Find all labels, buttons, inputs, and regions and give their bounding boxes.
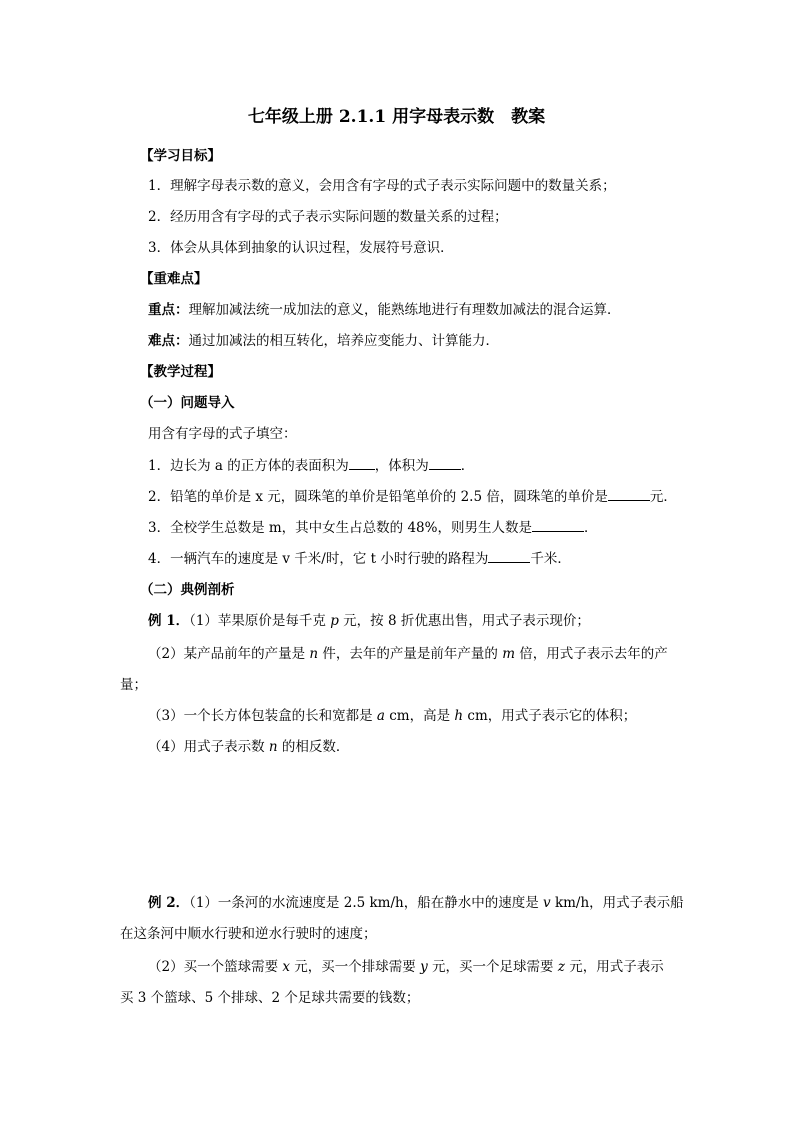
example-1-item-4 <box>148 737 349 757</box>
variable: h <box>454 708 464 724</box>
section-heading-key: 【重难点】 <box>140 271 208 287</box>
question-3 <box>148 517 597 538</box>
part1-intro: 用含有字母的式子填空： <box>148 426 297 442</box>
example-text: （1）苹果原价是每千克 <box>189 613 331 629</box>
question-2 <box>148 486 677 507</box>
example-1-item-1 <box>148 611 590 631</box>
variable: z <box>557 959 565 975</box>
answer-blank <box>488 548 530 563</box>
question-3-end: ． <box>583 520 598 536</box>
example-2-label: 例 2． <box>148 895 190 911</box>
example-1-item-2-cont: 量； <box>120 677 147 693</box>
answer-blank <box>429 455 461 470</box>
example-text: 元，用式子表示 <box>564 959 664 975</box>
example-2-item-2-cont: 买 3 个篮球、5 个排球、2 个足球共需要的钱数； <box>120 990 420 1006</box>
example-1-label: 例 1． <box>148 613 190 629</box>
variable: n <box>268 739 278 755</box>
example-text: cm，用式子表示它的体积； <box>463 708 637 724</box>
variable: n <box>309 646 319 662</box>
question-4-end: 千米． <box>530 551 571 567</box>
example-1-item-2 <box>148 644 668 664</box>
question-4 <box>148 548 571 569</box>
example-text: 件，去年的产量是前年产量的 <box>318 646 503 662</box>
goal-item-2: 2．经历用含有字母的式子表示实际问题的数量关系的过程； <box>148 209 508 225</box>
example-text: 元，买一个排球需要 <box>290 959 421 975</box>
variable: v <box>543 895 551 911</box>
example-text: （3）一个长方体包装盒的长和宽都是 <box>148 708 377 724</box>
question-1 <box>148 455 474 476</box>
page-title: 七年级上册 2.1.1 用字母表示数 教案 <box>247 107 546 127</box>
example-2-item-1 <box>148 893 684 913</box>
part1-heading: （一）问题导入 <box>140 395 235 411</box>
example-text: （2）买一个篮球需要 <box>148 959 283 975</box>
question-1-end: ． <box>460 458 475 474</box>
section-heading-process: 【教学过程】 <box>140 364 221 380</box>
variable: m <box>502 646 515 662</box>
section-heading-goals: 【学习目标】 <box>140 148 221 164</box>
example-text: 元，买一个足球需要 <box>427 959 558 975</box>
key-point-line <box>148 300 621 320</box>
example-2-item-1-cont: 在这条河中顺水行驶和逆水行驶时的速度； <box>120 926 377 942</box>
part2-heading: （二）典例剖析 <box>140 582 235 598</box>
key-point-text: 理解加减法统一成加法的意义，能熟练地进行有理数加减法的混合运算． <box>188 302 621 318</box>
question-1-text-b: ，体积为 <box>374 458 429 474</box>
example-2-item-2 <box>148 957 664 977</box>
variable: x <box>282 959 291 975</box>
example-text: （2）某产品前年的产量是 <box>148 646 310 662</box>
example-text: （1）一条河的水流速度是 2.5 km/h，船在静水中的速度是 <box>189 895 544 911</box>
variable: a <box>376 708 385 724</box>
goal-item-1: 1．理解字母表示数的意义，会用含有字母的式子表示实际问题中的数量关系； <box>148 178 616 194</box>
difficulty-label: 难点： <box>148 333 189 349</box>
answer-blank <box>532 517 584 532</box>
difficulty-line <box>148 331 499 351</box>
example-1-item-3 <box>148 706 636 726</box>
question-1-text: 1．边长为 a 的正方体的表面积为 <box>148 458 349 474</box>
variable: p <box>330 613 339 629</box>
answer-blank <box>608 486 650 501</box>
question-2-end: 元． <box>649 489 677 505</box>
example-text: km/h，用式子表示船 <box>550 895 684 911</box>
example-text: 倍，用式子表示去年的产 <box>515 646 668 662</box>
example-text: （4）用式子表示数 <box>148 739 269 755</box>
question-4-text: 4．一辆汽车的速度是 v 千米/时，它 t 小时行驶的路程为 <box>148 551 489 567</box>
example-text: cm，高是 <box>384 708 455 724</box>
example-text: 的相反数． <box>277 739 350 755</box>
question-3-text: 3．全校学生总数是 m，其中女生占总数的 48%，则男生人数是 <box>148 520 532 536</box>
variable: y <box>420 959 428 975</box>
example-text: 元，按 8 折优惠出售，用式子表示现价； <box>338 613 590 629</box>
goal-item-3: 3．体会从具体到抽象的认识过程，发展符号意识． <box>148 240 454 256</box>
answer-blank <box>349 455 375 470</box>
question-2-text: 2．铅笔的单价是 x 元，圆珠笔的单价是铅笔单价的 2.5 倍，圆珠笔的单价是 <box>148 489 608 505</box>
key-point-label: 重点： <box>148 302 189 318</box>
difficulty-text: 通过加减法的相互转化，培养应变能力、计算能力． <box>188 333 499 349</box>
